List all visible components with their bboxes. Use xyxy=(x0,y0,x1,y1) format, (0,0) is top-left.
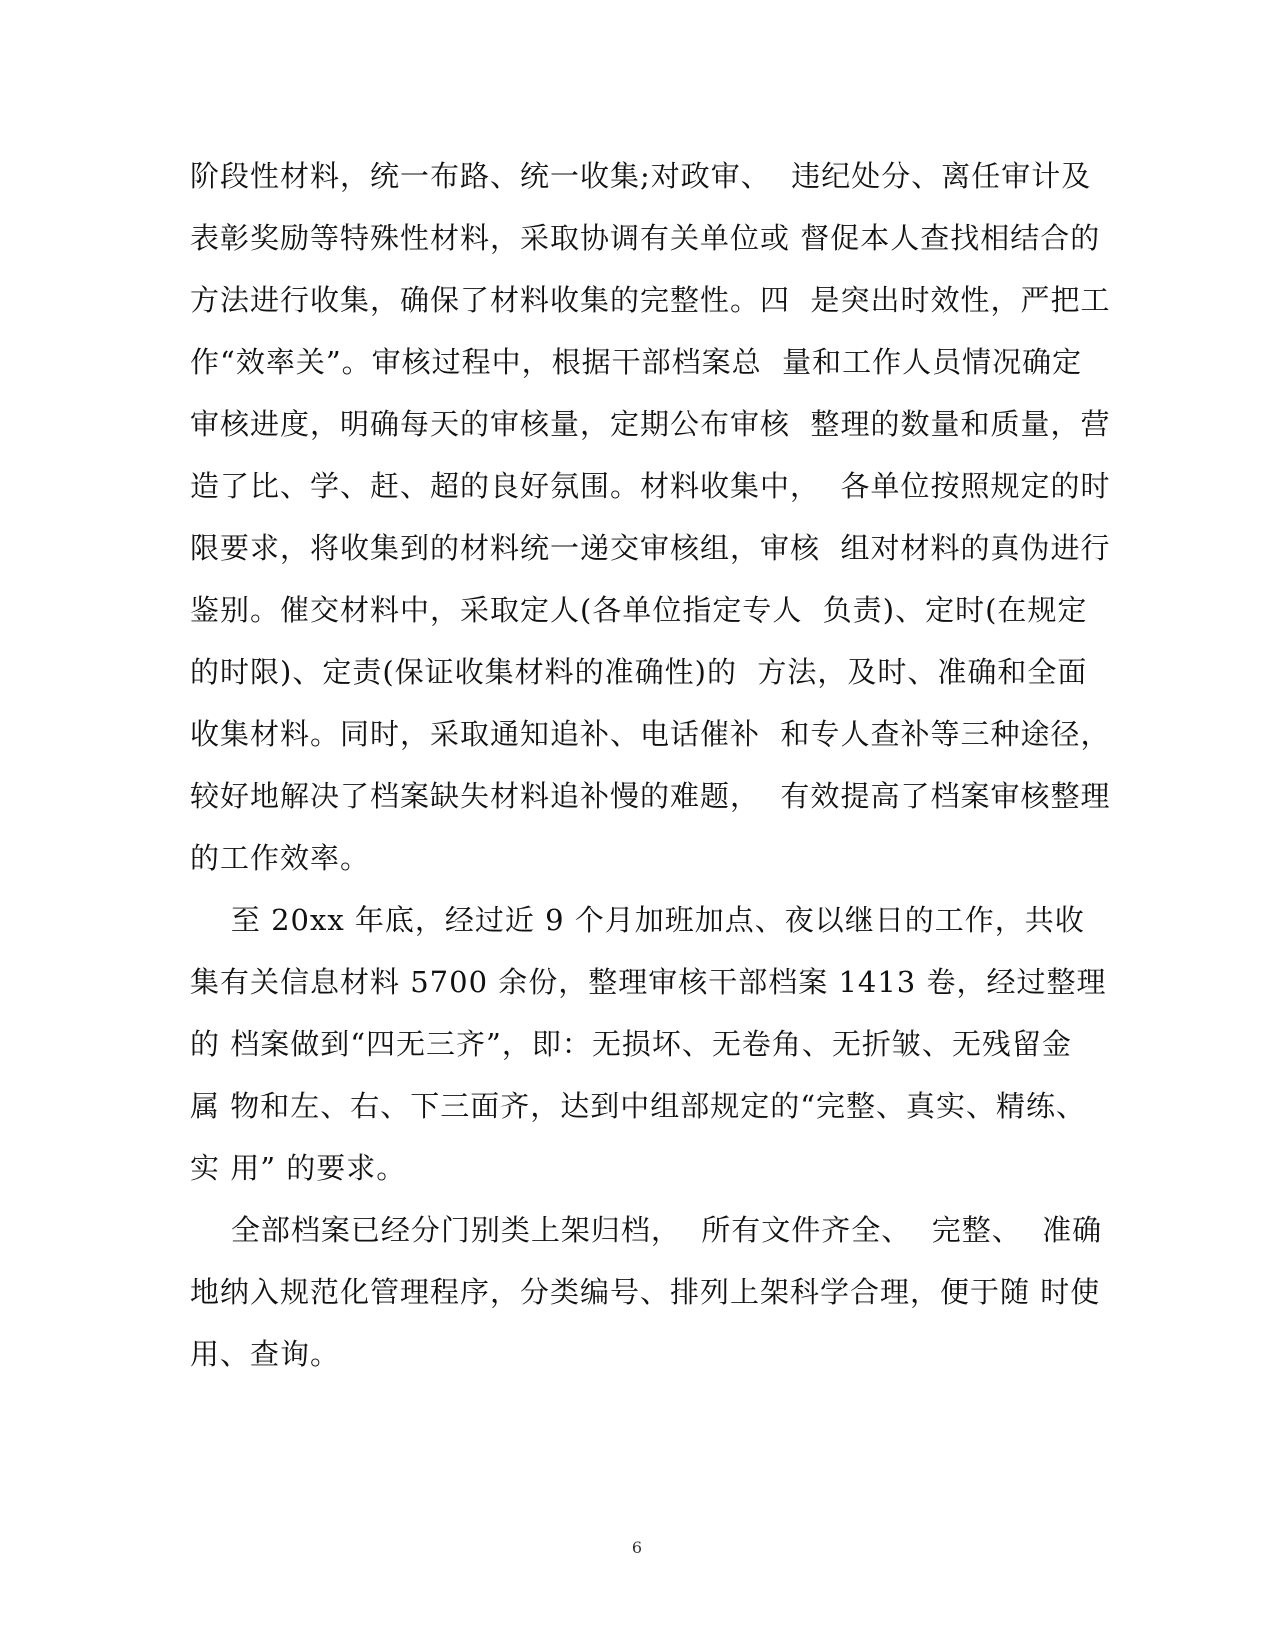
text-line: 全部档案已经分门别类上架归档， 所有文件齐全、 完整、 准确 xyxy=(190,1213,1103,1247)
text-line: 地纳入规范化管理程序，分类编号、排列上架科学合理，便于随 时使 xyxy=(190,1275,1101,1309)
text-line: 鉴别。催交材料中，采取定人(各单位指定专人 负责)、定时(在规定 xyxy=(190,593,1088,627)
text-line: 的时限)、定责(保证收集材料的准确性)的 方法，及时、准确和全面 xyxy=(190,655,1088,689)
text-line: 方法进行收集，确保了材料收集的完整性。四 是突出时效性，严把工 xyxy=(190,283,1111,317)
text-line: 的工作效率。 xyxy=(190,841,371,875)
text-line: 审核进度，明确每天的审核量，定期公布审核 整理的数量和质量，营 xyxy=(190,407,1111,441)
text-line: 收集材料。同时，采取通知追补、电话催补 和专人查补等三种途径， xyxy=(190,717,1111,751)
text-line: 限要求，将收集到的材料统一递交审核组，审核 组对材料的真伪进行 xyxy=(190,531,1111,565)
text-line: 表彰奖励等特殊性材料，采取协调有关单位或 督促本人查找相结合的 xyxy=(190,221,1101,255)
text-line: 实 用” 的要求。 xyxy=(190,1151,407,1185)
text-line: 造了比、学、赶、超的良好氛围。材料收集中， 各单位按照规定的时 xyxy=(190,469,1111,503)
text-line: 属 物和左、右、下三面齐，达到中组部规定的“完整、真实、精练、 xyxy=(190,1089,1087,1123)
text-line: 至 20xx 年底，经过近 9 个月加班加点、夜以继日的工作，共收 xyxy=(190,903,1085,937)
text-line: 集有关信息材料 5700 余份，整理审核干部档案 1413 卷，经过整理 xyxy=(190,965,1107,999)
page-number: 6 xyxy=(631,1538,643,1557)
text-line: 作“效率关”。审核过程中，根据干部档案总 量和工作人员情况确定 xyxy=(190,345,1083,379)
text-line: 阶段性材料，统一布路、统一收集;对政审、 违纪处分、离任审计及 xyxy=(190,159,1092,193)
text-line: 的 档案做到“四无三齐”，即：无损坏、无卷角、无折皱、无残留金 xyxy=(190,1027,1072,1061)
text-line: 用、查询。 xyxy=(190,1337,341,1371)
text-line: 较好地解决了档案缺失材料追补慢的难题， 有效提高了档案审核整理 xyxy=(190,779,1111,813)
